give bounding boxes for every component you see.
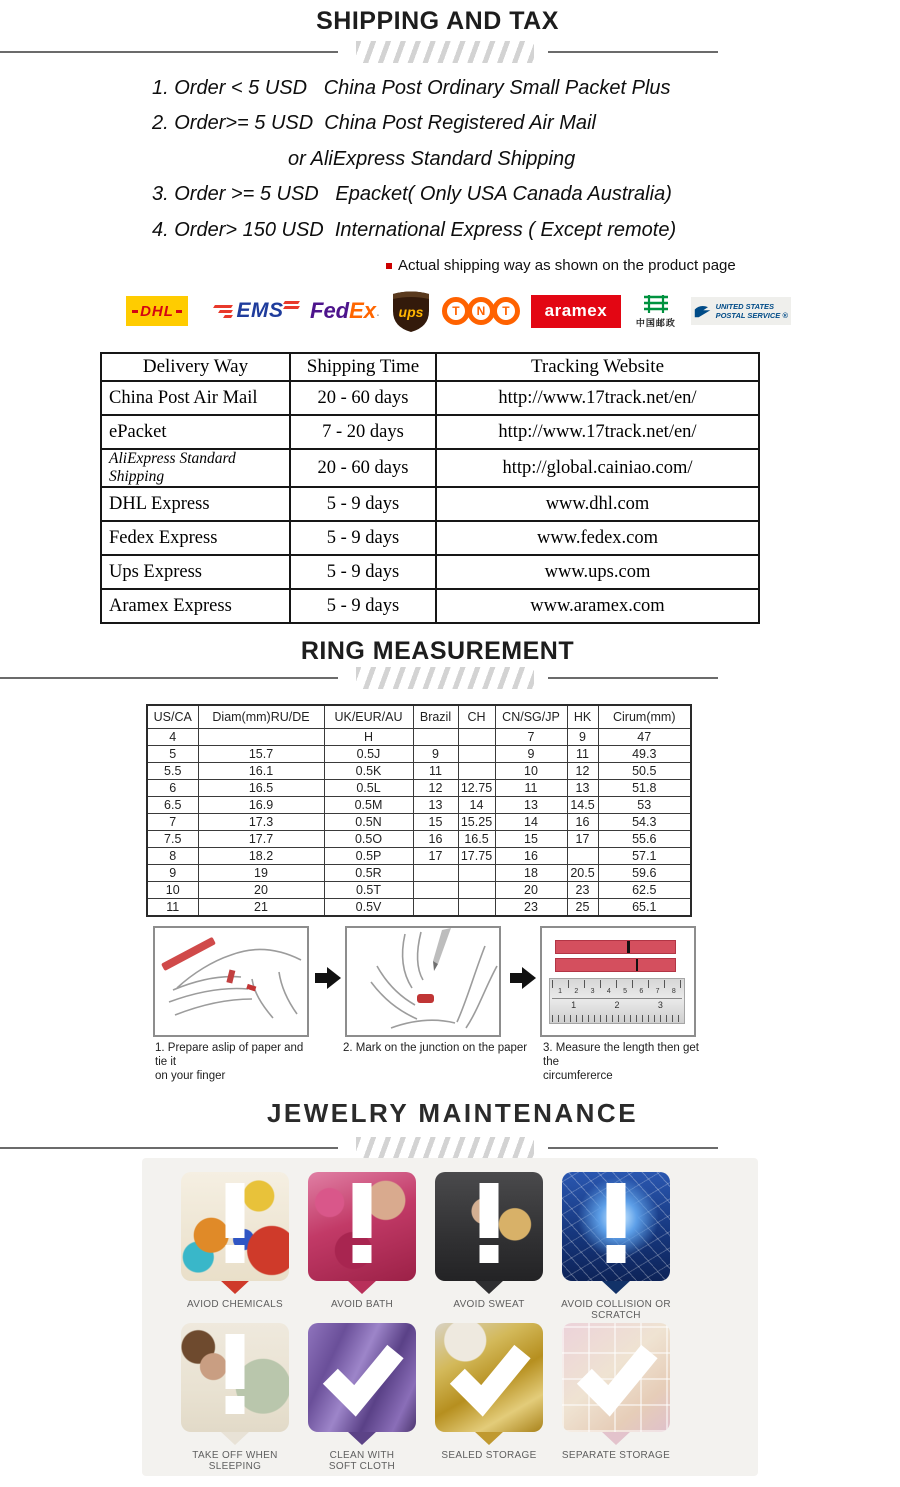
- table-cell: 20 - 60 days: [290, 381, 436, 415]
- tnt-ring-icon: T: [442, 297, 470, 325]
- section-divider: [0, 41, 900, 65]
- table-cell: 0.5T: [324, 882, 413, 899]
- maintenance-caption: SEPARATE STORAGE: [561, 1450, 671, 1461]
- tile-tail: [347, 1431, 377, 1445]
- carrier-logos-row: [126, 289, 788, 333]
- column-header: HK: [567, 705, 598, 729]
- table-cell: [413, 882, 458, 899]
- ruler-ticks: [552, 980, 682, 988]
- table-row: [147, 746, 691, 763]
- table-header-row: [101, 353, 759, 381]
- table-cell: 0.5K: [324, 763, 413, 780]
- column-header: Brazil: [413, 705, 458, 729]
- column-header: Shipping Time: [290, 353, 436, 381]
- table-cell: 50.5: [598, 763, 691, 780]
- ems-logo: [199, 294, 299, 328]
- table-cell: 9: [413, 746, 458, 763]
- table-cell: 20: [495, 882, 567, 899]
- table-cell: [458, 865, 495, 882]
- table-cell: 14: [458, 797, 495, 814]
- table-cell: 0.5J: [324, 746, 413, 763]
- check-mark-icon: [445, 1332, 533, 1420]
- table-cell: 13: [495, 797, 567, 814]
- maintenance-caption: AVOID SWEAT: [453, 1299, 525, 1310]
- divider-line-left: [0, 677, 338, 679]
- table-cell: 59.6: [598, 865, 691, 882]
- table-cell: 9: [147, 865, 198, 882]
- table-cell: 11: [495, 780, 567, 797]
- table-row: [147, 831, 691, 848]
- hand-with-paper-sketch: [155, 928, 307, 1035]
- table-cell: 12: [567, 763, 598, 780]
- table-row: [101, 521, 759, 555]
- tile-tail: [601, 1431, 631, 1445]
- table-cell: 5 - 9 days: [290, 555, 436, 589]
- maintenance-item-avoid-sweat: [435, 1172, 543, 1321]
- table-cell: [458, 746, 495, 763]
- table-cell: [567, 848, 598, 865]
- measure-step-1-caption: 1. Prepare aslip of paper and tie it on your finger: [155, 1042, 304, 1082]
- table-row: [101, 381, 759, 415]
- table-row: [147, 882, 691, 899]
- table-cell: 11: [413, 763, 458, 780]
- table-cell: 25: [567, 899, 598, 917]
- ring-size-table-wrap: [146, 704, 692, 917]
- table-cell: AliExpress Standard Shipping: [101, 449, 290, 487]
- aramex-logo-text: aramex: [544, 301, 608, 320]
- table-cell: 55.6: [598, 831, 691, 848]
- column-header: CN/SG/JP: [495, 705, 567, 729]
- table-row: [147, 763, 691, 780]
- table-cell: 13: [413, 797, 458, 814]
- table-row: [147, 865, 691, 882]
- table-cell: 0.5N: [324, 814, 413, 831]
- table-cell: 16: [413, 831, 458, 848]
- maintenance-item-separate-storage: [562, 1323, 670, 1472]
- shipping-rule: 1. Order < 5 USD China Post Ordinary Small Packet Plus: [152, 77, 671, 99]
- measure-step-2-caption: 2. Mark on the junction on the paper: [343, 1042, 528, 1054]
- mark-tick: [636, 959, 639, 971]
- table-cell: 65.1: [598, 899, 691, 917]
- table-cell: 6: [147, 780, 198, 797]
- table-row: [101, 555, 759, 589]
- aramex-logo: [531, 295, 621, 328]
- shipping-rates-table-wrap: [100, 352, 760, 624]
- sleeping-photo: [181, 1323, 289, 1432]
- table-cell: [413, 729, 458, 746]
- shattered-glass-photo: [562, 1172, 670, 1281]
- table-cell: 17.75: [458, 848, 495, 865]
- exclamation-mark-icon: [226, 1183, 245, 1263]
- exclamation-mark-icon: [226, 1334, 245, 1414]
- maintenance-caption: AVOID BATH: [330, 1299, 394, 1310]
- divider-line-right: [548, 677, 718, 679]
- table-cell: 15: [413, 814, 458, 831]
- table-cell: 16.5: [198, 780, 324, 797]
- table-row: [101, 487, 759, 521]
- check-mark-icon: [572, 1332, 660, 1420]
- table-cell: 15.25: [458, 814, 495, 831]
- section-divider: [0, 667, 900, 691]
- table-cell: 15.7: [198, 746, 324, 763]
- arrow-right-icon: [315, 967, 341, 989]
- ups-logo-text: ups: [398, 304, 424, 320]
- table-cell: http://global.cainiao.com/: [436, 449, 759, 487]
- shipping-note-text: Actual shipping way as shown on the product page: [398, 257, 736, 274]
- table-cell: DHL Express: [101, 487, 290, 521]
- table-cell: 0.5P: [324, 848, 413, 865]
- table-cell: 10: [147, 882, 198, 899]
- table-cell: 17: [567, 831, 598, 848]
- table-cell: 5 - 9 days: [290, 521, 436, 555]
- chemicals-photo: [181, 1172, 289, 1281]
- table-cell: 23: [567, 882, 598, 899]
- table-cell: 17: [413, 848, 458, 865]
- table-cell: ePacket: [101, 415, 290, 449]
- tnt-ring-icon: T: [492, 297, 520, 325]
- table-cell: 16.1: [198, 763, 324, 780]
- fedex-logo: Fed Ex .: [310, 296, 380, 326]
- maintenance-item-clean-soft-cloth: [308, 1323, 416, 1472]
- table-cell: China Post Air Mail: [101, 381, 290, 415]
- column-header: US/CA: [147, 705, 198, 729]
- table-row: [101, 415, 759, 449]
- table-cell: 5 - 9 days: [290, 487, 436, 521]
- tile-tail: [347, 1280, 377, 1294]
- divider-slashes: [356, 41, 534, 63]
- divider-slashes: [356, 667, 534, 689]
- table-cell: www.fedex.com: [436, 521, 759, 555]
- table-cell: 16.5: [458, 831, 495, 848]
- table-cell: 9: [567, 729, 598, 746]
- table-cell: 51.8: [598, 780, 691, 797]
- sweat-photo: [435, 1172, 543, 1281]
- soft-cloth-photo: [308, 1323, 416, 1432]
- ems-logo-text: EMS: [236, 299, 284, 322]
- column-header: Diam(mm)RU/DE: [198, 705, 324, 729]
- table-cell: 19: [198, 865, 324, 882]
- table-cell: 8: [147, 848, 198, 865]
- tile-tail: [601, 1280, 631, 1294]
- arrow-right-icon: [510, 967, 536, 989]
- table-cell: 5.5: [147, 763, 198, 780]
- exclamation-mark-icon: [480, 1183, 499, 1263]
- maintenance-item-take-off-sleeping: [181, 1323, 289, 1472]
- table-cell: 16.9: [198, 797, 324, 814]
- table-cell: 6.5: [147, 797, 198, 814]
- dhl-logo: [126, 296, 188, 326]
- maintenance-caption: AVOID COLLISION OR SCRATCH: [561, 1299, 671, 1321]
- table-cell: 0.5M: [324, 797, 413, 814]
- maintenance-row-1: [181, 1172, 670, 1321]
- maintenance-section-title: JEWELRY MAINTENANCE: [266, 1098, 639, 1128]
- table-cell: 62.5: [598, 882, 691, 899]
- table-cell: 0.5V: [324, 899, 413, 917]
- table-cell: 20: [198, 882, 324, 899]
- measure-step-2-illustration: [345, 926, 501, 1037]
- shipping-rule: 4. Order> 150 USD International Express ( Except remote): [152, 218, 677, 241]
- exclamation-mark-icon: [607, 1183, 626, 1263]
- bath-photo: [308, 1172, 416, 1281]
- divider-line-left: [0, 51, 338, 53]
- table-cell: 0.5O: [324, 831, 413, 848]
- column-header: Tracking Website: [436, 353, 759, 381]
- table-cell: 14.5: [567, 797, 598, 814]
- china-post-logo: [632, 293, 680, 329]
- maintenance-caption: CLEAN WITH SOFT CLOTH: [328, 1450, 396, 1472]
- table-cell: http://www.17track.net/en/: [436, 381, 759, 415]
- table-cell: 53: [598, 797, 691, 814]
- table-cell: 16: [495, 848, 567, 865]
- table-cell: 14: [495, 814, 567, 831]
- table-cell: 21: [198, 899, 324, 917]
- ring-size-table: [146, 704, 692, 917]
- dhl-dash-icon: [132, 310, 138, 313]
- maintenance-item-avoid-collision: [562, 1172, 670, 1321]
- table-cell: 10: [495, 763, 567, 780]
- table-cell: 5 - 9 days: [290, 589, 436, 623]
- table-cell: 9: [495, 746, 567, 763]
- table-cell: [458, 899, 495, 917]
- shipping-rule: 2. Order>= 5 USD China Post Registered Air Mail: [152, 112, 596, 135]
- column-header: Cirum(mm): [598, 705, 691, 729]
- table-cell: 0.5R: [324, 865, 413, 882]
- table-cell: 11: [147, 899, 198, 917]
- shipping-rule: or AliExpress Standard Shipping: [288, 147, 576, 170]
- divider-line-right: [548, 1147, 718, 1149]
- paper-strip: [555, 940, 676, 954]
- maintenance-caption: AVIOD CHEMICALS: [187, 1299, 283, 1310]
- exclamation-mark-icon: [353, 1183, 372, 1263]
- measure-step-1-illustration: [153, 926, 309, 1037]
- table-row: [147, 814, 691, 831]
- ruler-cm-numbers: 1 2 3 4 5 6 7 8: [558, 988, 676, 995]
- usps-eagle-icon: [694, 301, 713, 321]
- table-cell: 17.7: [198, 831, 324, 848]
- ups-shield-icon: [391, 289, 431, 333]
- sealed-bag-photo: [435, 1323, 543, 1432]
- divider-line-right: [548, 51, 718, 53]
- tile-tail: [220, 1280, 250, 1294]
- table-cell: 18: [495, 865, 567, 882]
- shipping-note: [386, 257, 736, 274]
- table-row: [147, 729, 691, 746]
- shipping-rules: [152, 71, 792, 248]
- table-cell: 7.5: [147, 831, 198, 848]
- usps-logo: [691, 297, 791, 325]
- table-row: [101, 449, 759, 487]
- china-post-emblem-icon: [641, 293, 671, 315]
- tile-tail: [220, 1431, 250, 1445]
- paper-strip: [555, 958, 676, 972]
- table-cell: 17.3: [198, 814, 324, 831]
- measure-step-3-illustration: [540, 926, 696, 1037]
- table-cell: Ups Express: [101, 555, 290, 589]
- table-row: [101, 589, 759, 623]
- table-row: [147, 797, 691, 814]
- tile-tail: [474, 1431, 504, 1445]
- table-cell: 47: [598, 729, 691, 746]
- shipping-rates-table: [100, 352, 760, 624]
- maintenance-caption: SEALED STORAGE: [441, 1450, 537, 1461]
- table-cell: 0.5L: [324, 780, 413, 797]
- table-cell: 20.5: [567, 865, 598, 882]
- ruler-ticks: [552, 1015, 682, 1022]
- table-cell: 5: [147, 746, 198, 763]
- table-cell: 20 - 60 days: [290, 449, 436, 487]
- table-cell: Aramex Express: [101, 589, 290, 623]
- ems-dash-icon: [284, 301, 299, 309]
- table-cell: 18.2: [198, 848, 324, 865]
- table-row: [147, 780, 691, 797]
- fedex-logo-text: Fed: [310, 298, 350, 323]
- table-cell: [458, 763, 495, 780]
- maintenance-item-avoid-chemicals: [181, 1172, 289, 1321]
- china-post-logo-text: 中国邮政: [635, 318, 676, 328]
- tnt-ring-icon: N: [467, 297, 495, 325]
- column-header: UK/EUR/AU: [324, 705, 413, 729]
- table-cell: 57.1: [598, 848, 691, 865]
- table-row: [147, 848, 691, 865]
- table-row: [147, 899, 691, 917]
- ruler: [549, 978, 685, 1024]
- table-cell: 12: [413, 780, 458, 797]
- column-header: CH: [458, 705, 495, 729]
- table-cell: [458, 729, 495, 746]
- table-cell: [413, 865, 458, 882]
- mark-tick: [627, 941, 630, 953]
- table-cell: 7: [147, 814, 198, 831]
- column-header: Delivery Way: [101, 353, 290, 381]
- tile-tail: [474, 1280, 504, 1294]
- dhl-dash-icon: [176, 310, 182, 313]
- maintenance-caption: TAKE OFF WHEN SLEEPING: [192, 1450, 278, 1472]
- ruler-inch-numbers: 1 2 3: [571, 1000, 663, 1010]
- measure-step-3-caption: 3. Measure the length then get the circumfererce: [543, 1042, 699, 1082]
- table-cell: 15: [495, 831, 567, 848]
- table-cell: [198, 729, 324, 746]
- maintenance-item-sealed-storage: [435, 1323, 543, 1472]
- maintenance-row-2: [181, 1323, 670, 1472]
- table-cell: 54.3: [598, 814, 691, 831]
- divider-slashes: [356, 1137, 534, 1159]
- table-cell: [413, 899, 458, 917]
- hands-marking-sketch: [347, 928, 499, 1035]
- table-cell: www.ups.com: [436, 555, 759, 589]
- table-cell: www.aramex.com: [436, 589, 759, 623]
- table-cell: H: [324, 729, 413, 746]
- table-cell: http://www.17track.net/en/: [436, 415, 759, 449]
- table-cell: [458, 882, 495, 899]
- table-cell: 7 - 20 days: [290, 415, 436, 449]
- divider-line-left: [0, 1147, 338, 1149]
- table-cell: www.dhl.com: [436, 487, 759, 521]
- usps-logo-text: UNITED STATES POSTAL SERVICE ®: [715, 302, 788, 320]
- ups-logo: [391, 289, 431, 333]
- dhl-logo-text: DHL: [140, 302, 174, 320]
- tnt-logo: [442, 297, 520, 325]
- table-cell: 16: [567, 814, 598, 831]
- check-mark-icon: [318, 1332, 406, 1420]
- jewelry-box-photo: [562, 1323, 670, 1432]
- shipping-rule: 3. Order >= 5 USD Epacket( Only USA Canada Australia): [152, 183, 672, 206]
- table-cell: 49.3: [598, 746, 691, 763]
- table-cell: 12.75: [458, 780, 495, 797]
- table-cell: 13: [567, 780, 598, 797]
- table-cell: 7: [495, 729, 567, 746]
- shipping-section-title: SHIPPING AND TAX: [316, 7, 559, 35]
- table-cell: 4: [147, 729, 198, 746]
- red-bullet-icon: [386, 263, 392, 269]
- ems-chevron-icon: [214, 305, 232, 318]
- ring-section-title: RING MEASUREMENT: [300, 637, 575, 665]
- table-cell: 23: [495, 899, 567, 917]
- table-header-row: [147, 705, 691, 729]
- table-cell: Fedex Express: [101, 521, 290, 555]
- maintenance-item-avoid-bath: [308, 1172, 416, 1321]
- table-cell: 11: [567, 746, 598, 763]
